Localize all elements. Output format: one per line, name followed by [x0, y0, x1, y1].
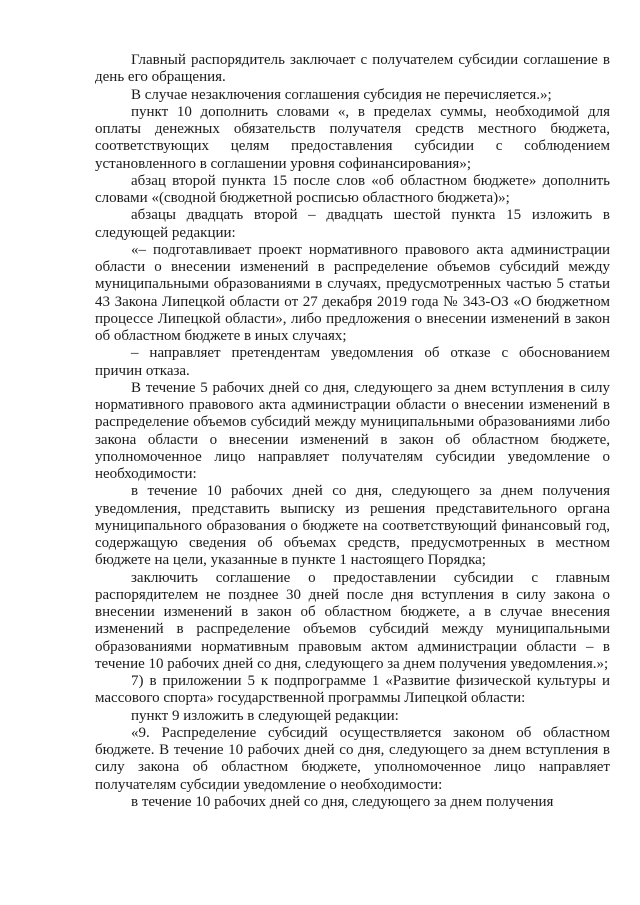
paragraph-11: 7) в приложении 5 к подпрограмме 1 «Развитие физической культуры и массового спорта» государственной программы Липецкой области:: [95, 673, 610, 707]
paragraph-7: – направляет претендентам уведомления об отказе с обоснованием причин отказа.: [95, 345, 610, 379]
paragraph-8: В течение 5 рабочих дней со дня, следующего за днем вступления в силу нормативного правового акта администрации области о внесении изменений в распределение объемов субсидий между муниципальными образованиями либо закона области о внесении изменений в закон об областном бюджете, уполномоченное лицо направляет получателям субсидии уведомление о необходимости:: [95, 379, 610, 482]
paragraph-12: пункт 9 изложить в следующей редакции:: [131, 707, 399, 724]
paragraph-6: «– подготавливает проект нормативного правового акта администрации области о внесении изменений в распределение объемов субсидий между муниципальными образованиями в случаях, предусмотренных частью 5 статьи 43 Закона Липецкой области от 27 декабря 2019 года № 343-ОЗ «О бюджетном процессе Липецкой области», либо предложения о внесении изменений в закон об областном бюджете в иных случаях;: [95, 241, 610, 344]
paragraph-4: абзац второй пункта 15 после слов «об областном бюджете» дополнить словами «(сводной бюджетной росписью областного бюджета)»;: [95, 172, 610, 206]
paragraph-3: пункт 10 дополнить словами «, в пределах суммы, необходимой для оплаты денежных обязательств получателя средств местного бюджета, соответствующих целям предоставления субсидии с соблюдением установленного в соглашении уровня софинансирования»;: [95, 103, 610, 172]
paragraph-13: «9. Распределение субсидий осуществляется законом об областном бюджете. В течение 10 рабочих дней со дня, следующего за днем вступления в силу закона об областном бюджете, уполномоченное лицо направляет получателям субсидии уведомление о необходимости:: [95, 724, 610, 793]
paragraph-9: в течение 10 рабочих дней со дня, следующего за днем получения уведомления, представить выписку из решения представительного органа муниципального образования о бюджете на соответствующий финансовый год, содержащую сведения об объемах средств, предусмотренных в местном бюджете на цели, указанные в пункте 1 настоящего Порядка;: [95, 483, 610, 569]
paragraph-14: в течение 10 рабочих дней со дня, следующего за днем получения: [131, 793, 554, 810]
paragraph-5: абзацы двадцать второй – двадцать шестой пункта 15 изложить в следующей редакции:: [95, 207, 610, 241]
paragraph-10: заключить соглашение о предоставлении субсидии с главным распорядителем не позднее 30 дней после дня вступления в силу закона о внесении изменений в закон об областном бюджете, а в случае внесения изменений в распределение объемов субсидий между муниципальными образованиями нормативным правовым актом администрации области – в течение 10 рабочих дней со дня, следующего за днем получения уведомления.»;: [95, 569, 610, 672]
paragraph-1: Главный распорядитель заключает с получателем субсидии соглашение в день его обращения.: [95, 52, 610, 86]
paragraph-2: В случае незаключения соглашения субсидия не перечисляется.»;: [131, 86, 552, 103]
